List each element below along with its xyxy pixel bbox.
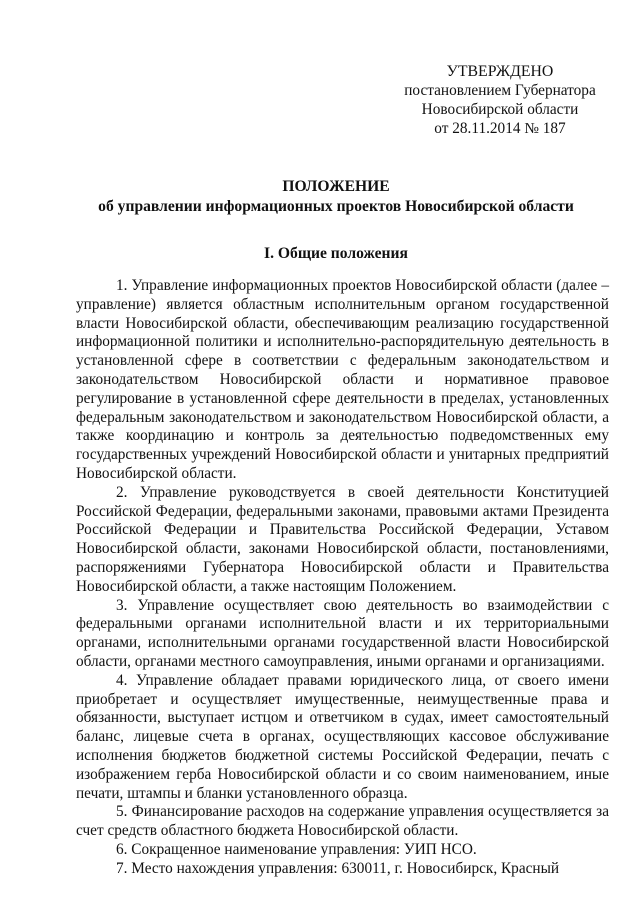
approval-line: Новосибирской области <box>421 101 579 118</box>
document-title: ПОЛОЖЕНИЕ <box>282 178 390 195</box>
section-heading: I. Общие положения <box>264 245 408 262</box>
approval-stamp <box>395 62 605 138</box>
paragraph-1: 1. Управление информационных проектов Новосибирской области (далее – управление) является областным исполнительным органом государственной власти Новосибирской области, обеспечивающим реализацию государственной информационной политики и исполнительно-распорядительную деятельность в установленной сфере в соответствии с федеральным законодательством и законодательством Новосибирской области и нормативное правовое регулирование в установленной сфере деятельности в пределах, установленных федеральным законодательством и законодательством Новосибирской области, а также координацию и контроль за деятельностью подведомственных ему государственных учреждений Новосибирской области и унитарных предприятий Новосибирской области. <box>76 277 609 482</box>
approval-line: постановлением Губернатора <box>404 82 596 99</box>
approval-title: УТВЕРЖДЕНО <box>446 63 554 80</box>
approval-date-number: от 28.11.2014 № 187 <box>434 120 566 137</box>
paragraph-6: 6. Сокращенное наименование управления: УИП НСО. <box>116 840 477 858</box>
paragraph-2: 2. Управление руководствуется в своей деятельности Конституцией Российской Федерации, федеральными законами, правовыми актами Президента Российской Федерации и Правительства Российской Федерации, Уставом Новосибирской области, законами Новосибирской области, постановлениями, распоряжениями Губернатора Новосибирской области и Правительства Новосибирской области, а также настоящим Положением. <box>76 483 609 595</box>
paragraph-7: 7. Место нахождения управления: 630011, г. Новосибирск, Красный <box>116 859 560 877</box>
paragraph-5: 5. Финансирование расходов на содержание управления осуществляется за счет средств областного бюджета Новосибирской области. <box>76 803 609 840</box>
document-subtitle: об управлении информационных проектов Новосибирской области <box>98 198 574 215</box>
document-body <box>76 277 609 879</box>
paragraph-3: 3. Управление осуществляет свою деятельность во взаимодействии с федеральными органами исполнительной власти и их территориальными органами, исполнительными органами государственной власти Новосибирской области, органами местного самоуправления, иными органами и организациями. <box>76 596 609 670</box>
document-title-block <box>76 177 596 217</box>
paragraph-4: 4. Управление обладает правами юридического лица, от своего имени приобретает и осуществляет имущественные, неимущественные права и обязанности, выступает истцом и ответчиком в судах, имеет самостоятельный баланс, лицевые счета в органах, осуществляющих кассовое обслуживание исполнения бюджетов бюджетной системы Российской Федерации, печать с изображением герба Новосибирской области и со своим наименованием, иные печати, штампы и бланки установленного образца. <box>76 671 609 802</box>
